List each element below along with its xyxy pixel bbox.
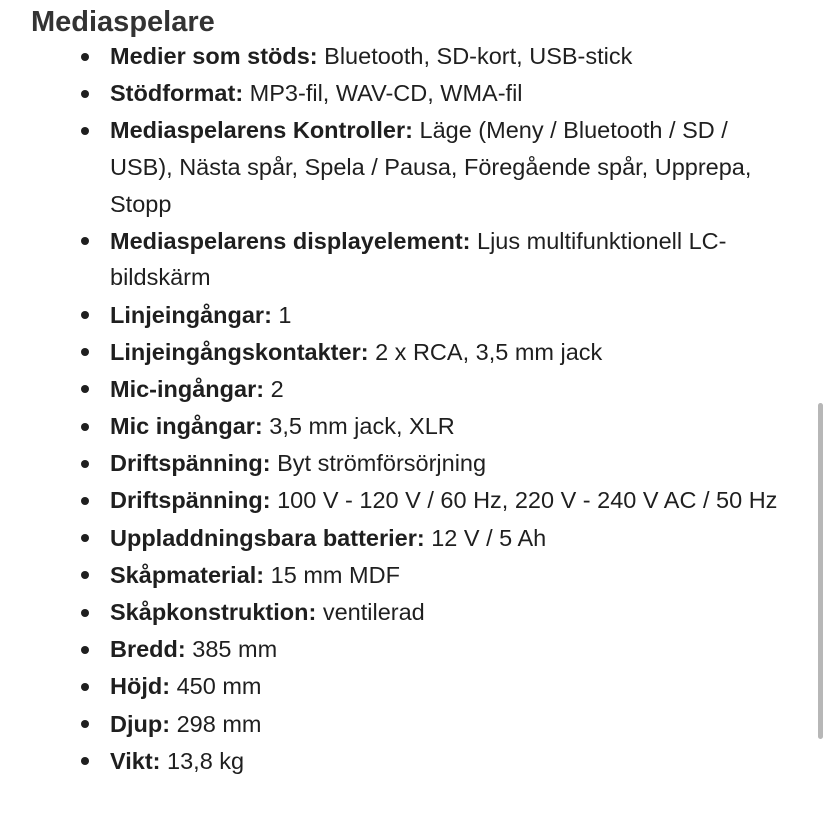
spec-item-width xyxy=(0,631,800,668)
spec-value: 2 x RCA, 3,5 mm jack xyxy=(368,338,603,365)
spec-item-player-controls xyxy=(0,112,800,222)
bullet-icon xyxy=(81,423,89,431)
spec-label: Bredd: xyxy=(110,636,186,663)
spec-value: MP3-fil, WAV-CD, WMA-fil xyxy=(243,80,523,107)
spec-label: Stödformat: xyxy=(110,80,244,107)
bullet-icon xyxy=(81,311,89,319)
spec-item-line-input-connectors xyxy=(0,334,800,371)
spec-item-display xyxy=(0,223,800,296)
bullet-icon xyxy=(81,646,89,654)
spec-value: 100 V - 120 V / 60 Hz, 220 V - 240 V AC / 50 Hz xyxy=(270,487,778,514)
spec-value: 450 mm xyxy=(170,673,262,700)
spec-value: Läge (Meny / Bluetooth / SD / USB), Nästa spår, Spela / Pausa, Föregående spår, Upprepa, Stopp xyxy=(110,117,752,217)
spec-value: 13,8 kg xyxy=(160,747,245,774)
bullet-icon xyxy=(81,609,89,617)
spec-item-mic-inputs xyxy=(0,371,800,408)
spec-item-media-supported xyxy=(0,38,800,75)
bullet-icon xyxy=(81,385,89,393)
spec-item-supported-formats xyxy=(0,75,800,112)
scrollbar-thumb[interactable] xyxy=(818,403,823,739)
spec-item-mic-input-types xyxy=(0,408,800,445)
spec-list xyxy=(0,38,800,780)
section-title: Mediaspelare xyxy=(31,6,215,38)
spec-label: Mic ingångar: xyxy=(110,413,263,440)
spec-label: Uppladdningsbara batterier: xyxy=(110,524,425,551)
spec-value: 12 V / 5 Ah xyxy=(424,524,547,551)
spec-item-line-inputs xyxy=(0,297,800,334)
bullet-icon xyxy=(81,571,89,579)
spec-item-batteries xyxy=(0,520,800,557)
spec-value: 15 mm MDF xyxy=(264,561,400,588)
bullet-icon xyxy=(81,127,89,135)
spec-label: Mediaspelarens Kontroller: xyxy=(110,117,413,144)
spec-label: Medier som stöds: xyxy=(110,43,318,69)
spec-item-power-supply xyxy=(0,445,800,482)
spec-value: ventilerad xyxy=(316,599,425,626)
spec-label: Mic-ingångar: xyxy=(110,375,265,402)
spec-item-height xyxy=(0,668,800,705)
spec-item-weight xyxy=(0,743,800,780)
bullet-icon xyxy=(81,460,89,468)
spec-value: 3,5 mm jack, XLR xyxy=(262,413,455,440)
bullet-icon xyxy=(81,53,89,61)
spec-label: Driftspänning: xyxy=(110,450,271,477)
bullet-icon xyxy=(81,683,89,691)
spec-label: Skåpkonstruktion: xyxy=(110,599,317,626)
spec-item-cabinet-construction xyxy=(0,594,800,631)
spec-label: Linjeingångar: xyxy=(110,301,272,328)
bullet-icon xyxy=(81,237,89,245)
bullet-icon xyxy=(81,757,89,765)
bullet-icon xyxy=(81,720,89,728)
spec-value: Bluetooth, SD-kort, USB-stick xyxy=(317,43,633,69)
spec-item-cabinet-material xyxy=(0,557,800,594)
spec-value: 2 xyxy=(264,375,284,402)
bullet-icon xyxy=(81,497,89,505)
spec-value: Ljus multifunktionell LC-bildskärm xyxy=(110,227,727,291)
bullet-icon xyxy=(81,534,89,542)
spec-value: 385 mm xyxy=(185,636,278,663)
spec-label: Linjeingångskontakter: xyxy=(110,338,369,365)
bullet-icon xyxy=(81,90,89,98)
spec-label: Höjd: xyxy=(110,673,171,700)
spec-label: Skåpmaterial: xyxy=(110,561,265,588)
spec-label: Vikt: xyxy=(110,747,161,774)
spec-item-operating-voltage xyxy=(0,482,800,519)
spec-value: Byt strömförsörjning xyxy=(270,450,487,477)
spec-label: Driftspänning: xyxy=(110,487,271,514)
spec-label: Mediaspelarens displayelement: xyxy=(110,227,471,254)
spec-value: 1 xyxy=(271,301,292,328)
bullet-icon xyxy=(81,348,89,356)
spec-item-depth xyxy=(0,706,800,743)
spec-value: 298 mm xyxy=(170,710,262,737)
spec-label: Djup: xyxy=(110,710,171,737)
